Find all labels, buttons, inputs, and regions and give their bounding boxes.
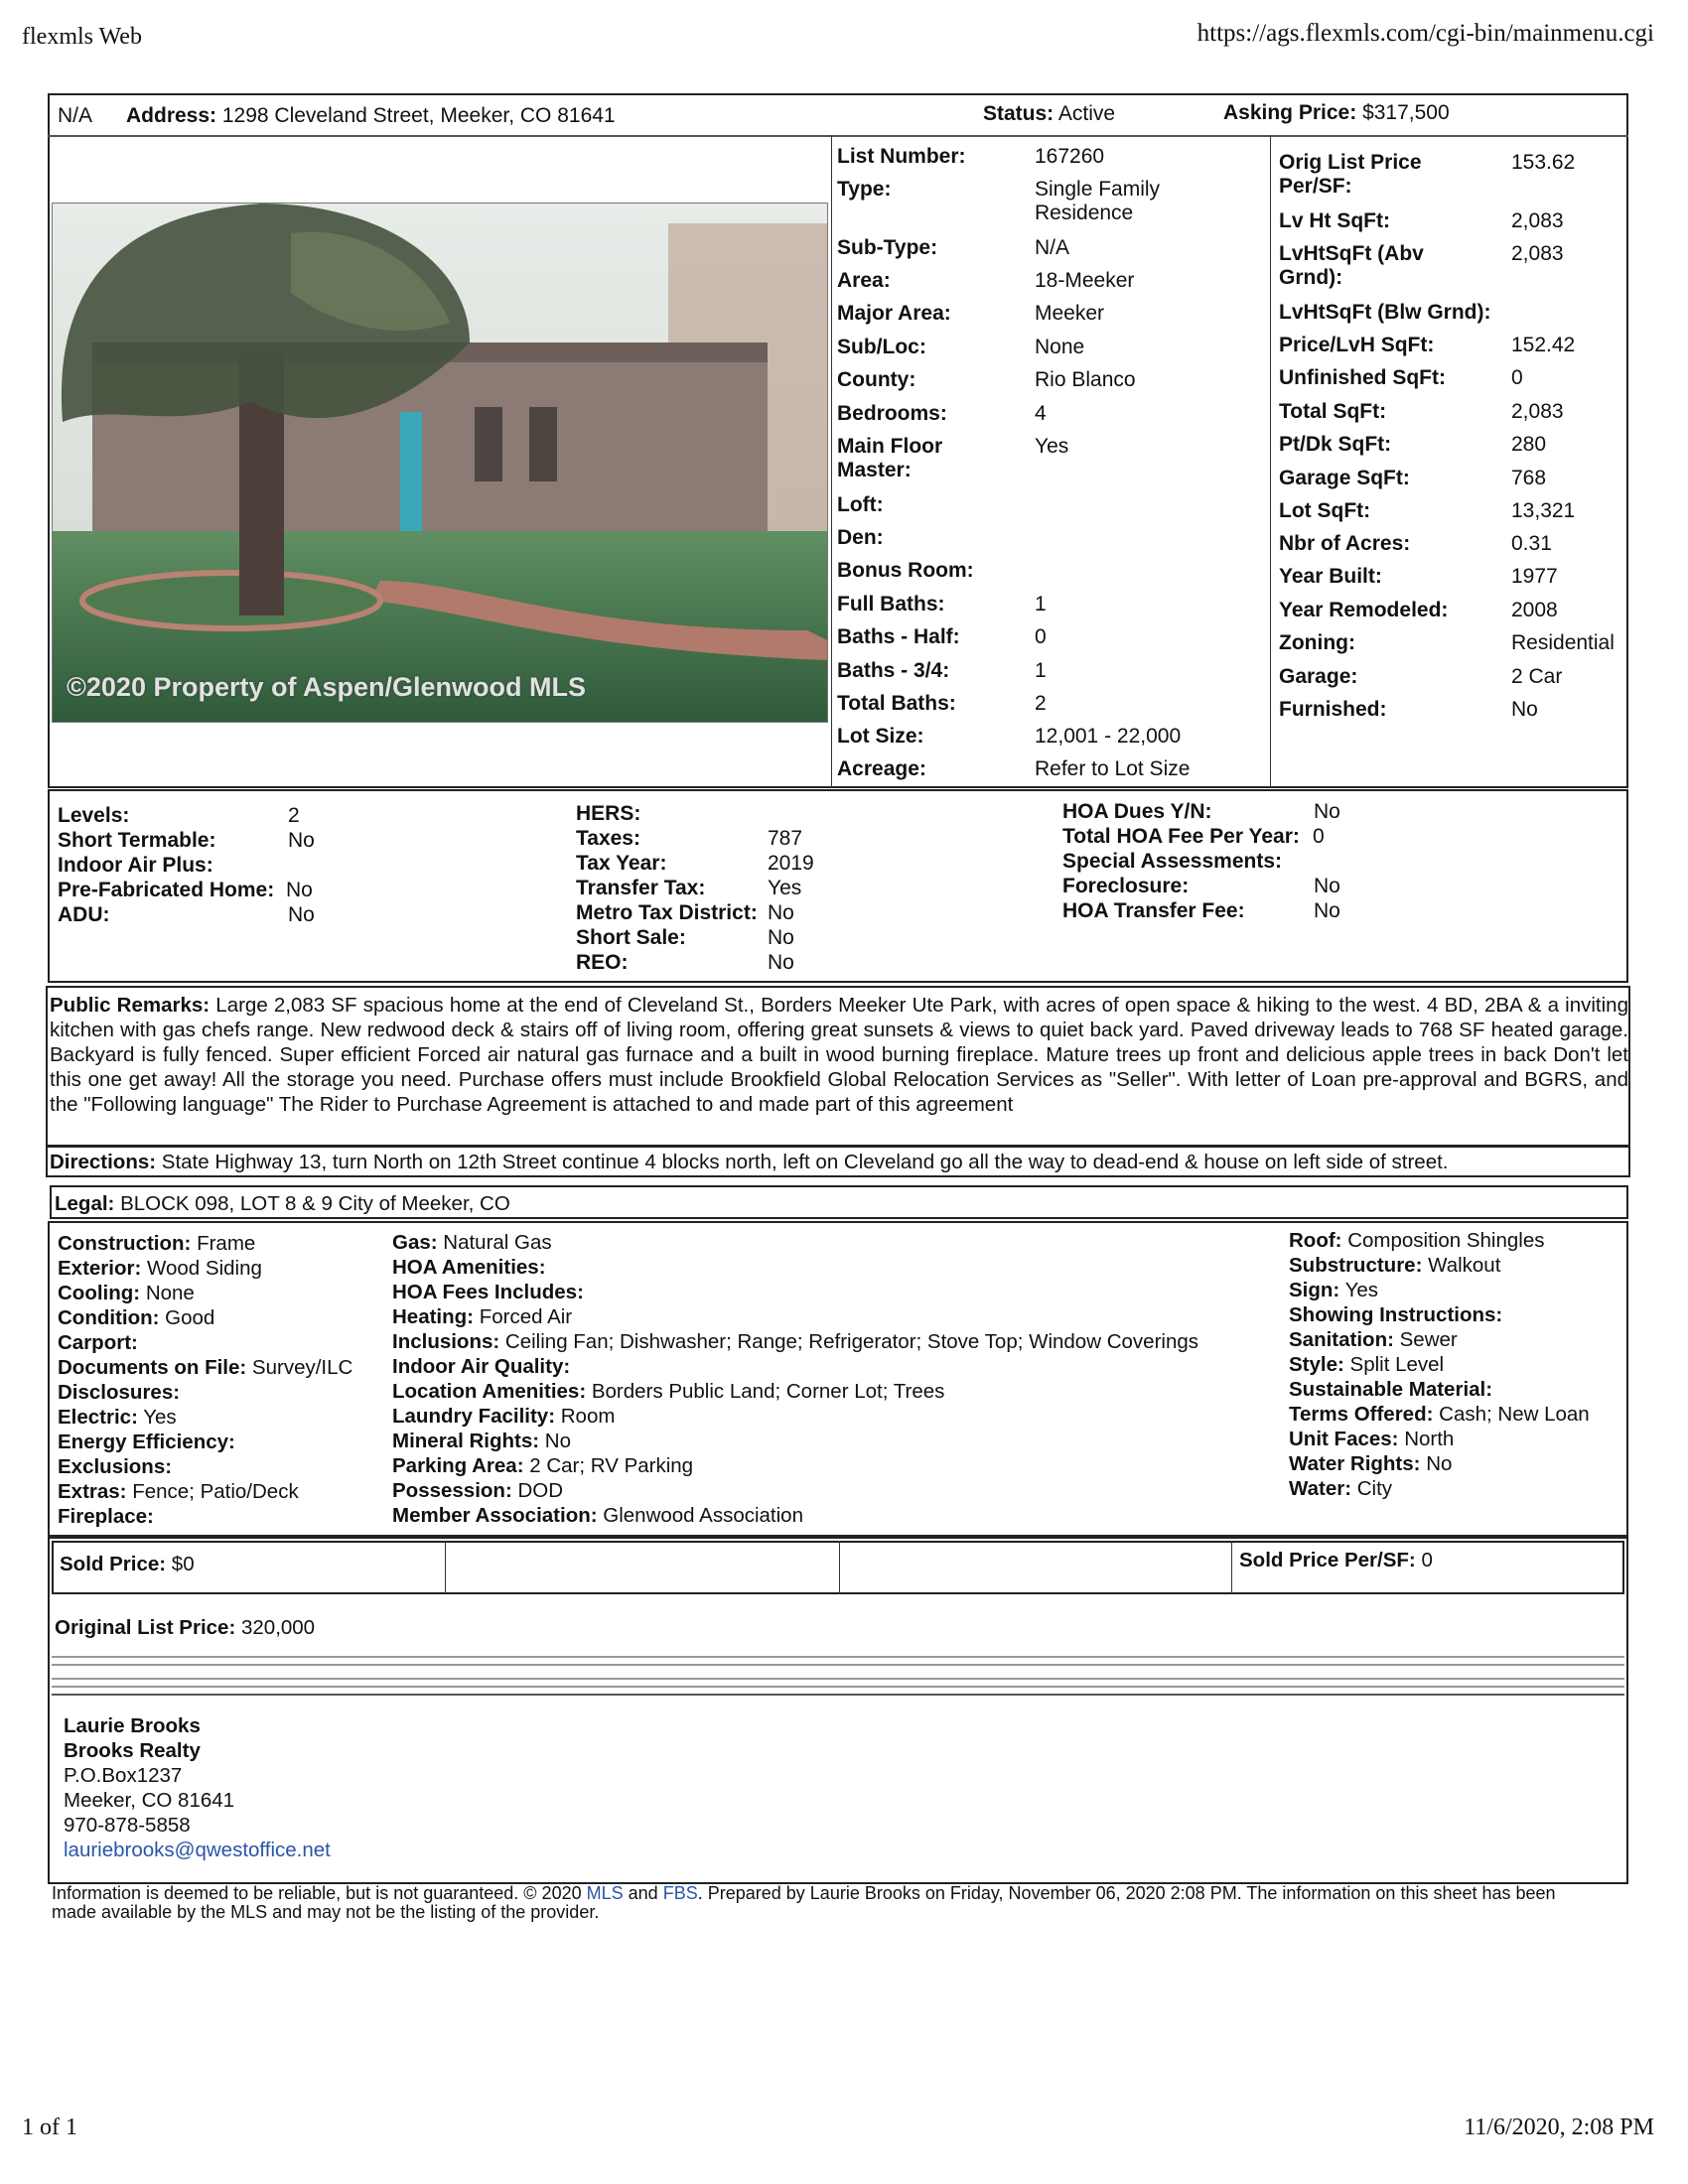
lot-sqft-value: 13,321 (1511, 499, 1576, 522)
total-sqft-value: 2,083 (1511, 400, 1564, 423)
adu-label: ADU: (58, 903, 110, 926)
garage-sqft-label: Garage SqFt: (1279, 467, 1410, 489)
total-baths-value: 2 (1035, 692, 1047, 715)
cooling-row: Cooling: None (58, 1282, 195, 1304)
agent-company: Brooks Realty (64, 1739, 201, 1762)
full-baths-label: Full Baths: (837, 593, 945, 615)
total-sqft-label: Total SqFt: (1279, 400, 1387, 423)
property-photo[interactable] (52, 203, 828, 723)
original-list-price-value: 320,000 (240, 1616, 316, 1639)
inclusions-row: Inclusions: Ceiling Fan; Dishwasher; Range; Refrigerator; Stove Top; Window Coverings (392, 1330, 1199, 1353)
possession-row: Possession: DOD (392, 1479, 564, 1502)
app-name: flexmls Web (22, 24, 142, 50)
list-number-value: 167260 (1035, 145, 1105, 168)
furnished-label: Furnished: (1279, 698, 1387, 721)
indoor-air-quality-row: Indoor Air Quality: (392, 1355, 571, 1378)
type-value: Single Family Residence (1035, 178, 1161, 224)
year-remodeled-value: 2008 (1511, 599, 1558, 621)
total-baths-label: Total Baths: (837, 692, 956, 715)
county-value: Rio Blanco (1035, 368, 1136, 391)
tax-year-label: Tax Year: (576, 852, 667, 875)
full-baths-value: 1 (1035, 593, 1047, 615)
bonus-room-label: Bonus Room: (837, 559, 974, 582)
main-floor-master-label: Main Floor Master: (837, 435, 943, 481)
nbr-acres-label: Nbr of Acres: (1279, 532, 1411, 555)
sub-loc-value: None (1035, 336, 1085, 358)
na-label: N/A (58, 104, 93, 127)
taxes-label: Taxes: (576, 827, 640, 850)
major-area-value: Meeker (1035, 302, 1105, 325)
directions-text: State Highway 13, turn North on 12th Street continue 4 blocks north, left on Cleveland go all the way to dead-end & house on left side of street. (161, 1151, 1449, 1173)
garage-sqft-value: 768 (1511, 467, 1547, 489)
condition-row: Condition: Good (58, 1306, 215, 1329)
sub-type-value: N/A (1035, 236, 1070, 259)
divider (52, 1678, 1624, 1680)
hoa-amenities-row: HOA Amenities: (392, 1256, 546, 1279)
directions (50, 1150, 1449, 1174)
public-remarks (50, 993, 1628, 1117)
hoa-dues-value: No (1314, 800, 1340, 823)
lv-ht-sqft-label: Lv Ht SqFt: (1279, 209, 1390, 232)
total-hoa-fee-label: Total HOA Fee Per Year: (1062, 825, 1300, 848)
hoa-transfer-fee-label: HOA Transfer Fee: (1062, 899, 1245, 922)
heating-row: Heating: Forced Air (392, 1305, 573, 1328)
short-sale-label: Short Sale: (576, 926, 686, 949)
type-label: Type: (837, 178, 892, 201)
orig-price-per-sf-value: 153.62 (1511, 151, 1576, 174)
short-termable-value: No (288, 829, 315, 852)
energy-efficiency-row: Energy Efficiency: (58, 1431, 235, 1453)
laundry-facility-row: Laundry Facility: Room (392, 1405, 616, 1428)
water-row: Water: City (1289, 1477, 1393, 1500)
agent-name: Laurie Brooks (64, 1714, 201, 1737)
divider (52, 1664, 1624, 1666)
legal-label: Legal: (55, 1192, 115, 1215)
loft-label: Loft: (837, 493, 884, 516)
area-value: 18-Meeker (1035, 269, 1135, 292)
price-lvh-sqft-value: 152.42 (1511, 334, 1576, 356)
original-list-price-label: Original List Price: (55, 1616, 236, 1639)
extras-row: Extras: Fence; Patio/Deck (58, 1480, 299, 1503)
indoor-air-plus-label: Indoor Air Plus: (58, 854, 213, 877)
construction-row: Construction: Frame (58, 1232, 256, 1255)
lot-size-value: 12,001 - 22,000 (1035, 725, 1182, 748)
status-label: Status: (983, 102, 1055, 125)
adu-value: No (288, 903, 315, 926)
address-label: Address: (126, 104, 217, 127)
exclusions-row: Exclusions: (58, 1455, 173, 1478)
sold-price-label: Sold Price: (60, 1553, 167, 1575)
electric-row: Electric: Yes (58, 1406, 177, 1429)
bedrooms-label: Bedrooms: (837, 402, 947, 425)
sign-row: Sign: Yes (1289, 1279, 1379, 1301)
list-number-row: List Number: (837, 145, 966, 168)
lot-sqft-label: Lot SqFt: (1279, 499, 1371, 522)
metro-tax-district-label: Metro Tax District: (576, 901, 758, 924)
sold-price-value: $0 (171, 1553, 195, 1575)
divider (52, 1694, 1624, 1696)
total-hoa-fee-value: 0 (1313, 825, 1325, 848)
garage-label: Garage: (1279, 665, 1358, 688)
water-rights-row: Water Rights: No (1289, 1452, 1453, 1475)
unfinished-sqft-label: Unfinished SqFt: (1279, 366, 1446, 389)
main-floor-master-value: Yes (1035, 435, 1069, 458)
status-value: Active (1057, 102, 1116, 125)
levels-label: Levels: (58, 804, 130, 827)
status (983, 101, 1115, 126)
garage-value: 2 Car (1511, 665, 1563, 688)
acreage-value: Refer to Lot Size (1035, 757, 1191, 780)
transfer-tax-label: Transfer Tax: (576, 877, 706, 899)
mls-link[interactable]: MLS (586, 1883, 624, 1903)
sold-price (60, 1552, 195, 1576)
disclaimer-text-2: . Prepared by Laurie Brooks on Friday, November 06, 2020 2:08 PM. The information on this sheet has been made available by the MLS and may not be the listing of the provider. (52, 1883, 1556, 1922)
showing-instructions-row: Showing Instructions: (1289, 1303, 1503, 1326)
special-assessments-label: Special Assessments: (1062, 850, 1283, 873)
metro-tax-district-value: No (768, 901, 794, 924)
address-value: 1298 Cleveland Street, Meeker, CO 81641 (221, 104, 616, 127)
terms-offered-row: Terms Offered: Cash; New Loan (1289, 1403, 1590, 1426)
directions-label: Directions: (50, 1151, 157, 1173)
lvht-blw-label: LvHtSqFt (Blw Grnd): (1279, 301, 1491, 324)
prefab-home-label: Pre-Fabricated Home: (58, 879, 275, 901)
disclaimer-text: Information is deemed to be reliable, but is not guaranteed. © 2020 (52, 1883, 582, 1903)
unit-faces-row: Unit Faces: North (1289, 1428, 1455, 1450)
reo-value: No (768, 951, 794, 974)
disclaimer-and: and (628, 1883, 658, 1903)
divider (52, 1686, 1624, 1688)
year-remodeled-label: Year Remodeled: (1279, 599, 1449, 621)
nbr-acres-value: 0.31 (1511, 532, 1552, 555)
agent-city: Meeker, CO 81641 (64, 1789, 235, 1812)
zoning-value: Residential (1511, 631, 1615, 654)
gas-row: Gas: Natural Gas (392, 1231, 552, 1254)
hoa-transfer-fee-value: No (1314, 899, 1340, 922)
short-sale-value: No (768, 926, 794, 949)
agent-phone: 970-878-5858 (64, 1814, 191, 1837)
asking-price-value: $317,500 (1362, 101, 1450, 124)
taxes-value: 787 (768, 827, 803, 850)
sub-type-label: Sub-Type: (837, 236, 938, 259)
den-label: Den: (837, 526, 884, 549)
orig-price-per-sf-label: Orig List Price Per/SF: (1279, 151, 1422, 198)
public-remarks-label: Public Remarks: (50, 994, 211, 1017)
pt-dk-sqft-label: Pt/Dk SqFt: (1279, 433, 1392, 456)
price-lvh-sqft-label: Price/LvH SqFt: (1279, 334, 1435, 356)
print-timestamp: 11/6/2020, 2:08 PM (1464, 2115, 1654, 2140)
substructure-row: Substructure: Walkout (1289, 1254, 1501, 1277)
member-association-row: Member Association: Glenwood Association (392, 1504, 803, 1527)
sold-price-per-sf-label: Sold Price Per/SF: (1239, 1549, 1416, 1571)
hoa-fees-includes-row: HOA Fees Includes: (392, 1281, 584, 1303)
features-col-3 (1289, 1228, 1590, 1501)
house-photo-image (53, 204, 827, 722)
asking-price (1223, 100, 1450, 125)
half-baths-value: 0 (1035, 625, 1047, 648)
asking-price-label: Asking Price: (1223, 101, 1357, 124)
county-label: County: (837, 368, 916, 391)
lot-size-label: Lot Size: (837, 725, 924, 748)
lvht-abv-value: 2,083 (1511, 242, 1564, 265)
lv-ht-sqft-value: 2,083 (1511, 209, 1564, 232)
foreclosure-value: No (1314, 875, 1340, 897)
documents-row: Documents on File: Survey/ILC (58, 1356, 353, 1379)
features-col-2 (392, 1230, 1198, 1528)
foreclosure-label: Foreclosure: (1062, 875, 1190, 897)
three-quarter-baths-label: Baths - 3/4: (837, 659, 950, 682)
disclosures-row: Disclosures: (58, 1381, 181, 1404)
mineral-rights-row: Mineral Rights: No (392, 1430, 571, 1452)
major-area-label: Major Area: (837, 302, 951, 325)
sanitation-row: Sanitation: Sewer (1289, 1328, 1458, 1351)
agent-po-box: P.O.Box1237 (64, 1764, 183, 1787)
fireplace-row: Fireplace: (58, 1505, 154, 1528)
divider (52, 1656, 1624, 1658)
short-termable-label: Short Termable: (58, 829, 216, 852)
features-col-1 (58, 1231, 352, 1529)
location-amenities-row: Location Amenities: Borders Public Land; Corner Lot; Trees (392, 1380, 945, 1403)
roof-row: Roof: Composition Shingles (1289, 1229, 1545, 1252)
fbs-link[interactable]: FBS (662, 1883, 698, 1903)
disclaimer (52, 1884, 1601, 1922)
pt-dk-sqft-value: 280 (1511, 433, 1547, 456)
sold-price-per-sf-value: 0 (1421, 1549, 1433, 1571)
legal (55, 1191, 510, 1216)
sold-price-per-sf (1239, 1548, 1433, 1572)
sustainable-material-row: Sustainable Material: (1289, 1378, 1493, 1401)
three-quarter-baths-value: 1 (1035, 659, 1047, 682)
year-built-value: 1977 (1511, 565, 1558, 588)
style-row: Style: Split Level (1289, 1353, 1445, 1376)
zoning-label: Zoning: (1279, 631, 1355, 654)
photo-watermark: ©2020 Property of Aspen/Glenwood MLS (67, 672, 586, 702)
furnished-value: No (1511, 698, 1538, 721)
reo-label: REO: (576, 951, 629, 974)
page-url[interactable]: https://ags.flexmls.com/cgi-bin/mainmenu.cgi (1196, 20, 1654, 47)
agent-contact (64, 1713, 331, 1862)
public-remarks-text: Large 2,083 SF spacious home at the end of Cleveland St., Borders Meeker Ute Park, with acres of open space & hiking to the west. 4 BD, 2BA & a inviting kitchen with gas chefs range. New redwood deck & stairs off of living room, offering great sunsets & views to quiet back yard. Paved driveway leads to 768 SF heated garage. Backyard is fully fenced. Super efficient Forced air natural gas furnace and a built in wood burning fireplace. Mature trees up front and delicious apple trees in back Don't let this one get away! All the storage you need. Purchase offers must include Brookfield Global Relocation Services as "Seller". With letter of Loan pre-approval and BGRS, and the "Following language" The Rider to Purchase Agreement is attached to and made part of this agreement (50, 994, 1628, 1116)
carport-row: Carport: (58, 1331, 138, 1354)
parking-area-row: Parking Area: 2 Car; RV Parking (392, 1454, 694, 1477)
transfer-tax-value: Yes (768, 877, 802, 899)
hers-label: HERS: (576, 802, 641, 825)
tax-year-value: 2019 (768, 852, 814, 875)
legal-text: BLOCK 098, LOT 8 & 9 City of Meeker, CO (120, 1192, 510, 1215)
hoa-dues-label: HOA Dues Y/N: (1062, 800, 1212, 823)
page-count: 1 of 1 (22, 2115, 77, 2140)
exterior-row: Exterior: Wood Siding (58, 1257, 262, 1280)
agent-email-link[interactable]: lauriebrooks@qwestoffice.net (64, 1839, 331, 1861)
levels-value: 2 (288, 804, 300, 827)
bedrooms-value: 4 (1035, 402, 1047, 425)
unfinished-sqft-value: 0 (1511, 366, 1523, 389)
address (126, 103, 616, 128)
year-built-label: Year Built: (1279, 565, 1382, 588)
half-baths-label: Baths - Half: (837, 625, 960, 648)
lvht-abv-label: LvHtSqFt (Abv Grnd): (1279, 242, 1424, 289)
prefab-home-value: No (286, 879, 313, 901)
area-label: Area: (837, 269, 891, 292)
sub-loc-label: Sub/Loc: (837, 336, 926, 358)
original-list-price (55, 1615, 315, 1640)
tax-hoa-box (48, 789, 1628, 983)
acreage-label: Acreage: (837, 757, 926, 780)
